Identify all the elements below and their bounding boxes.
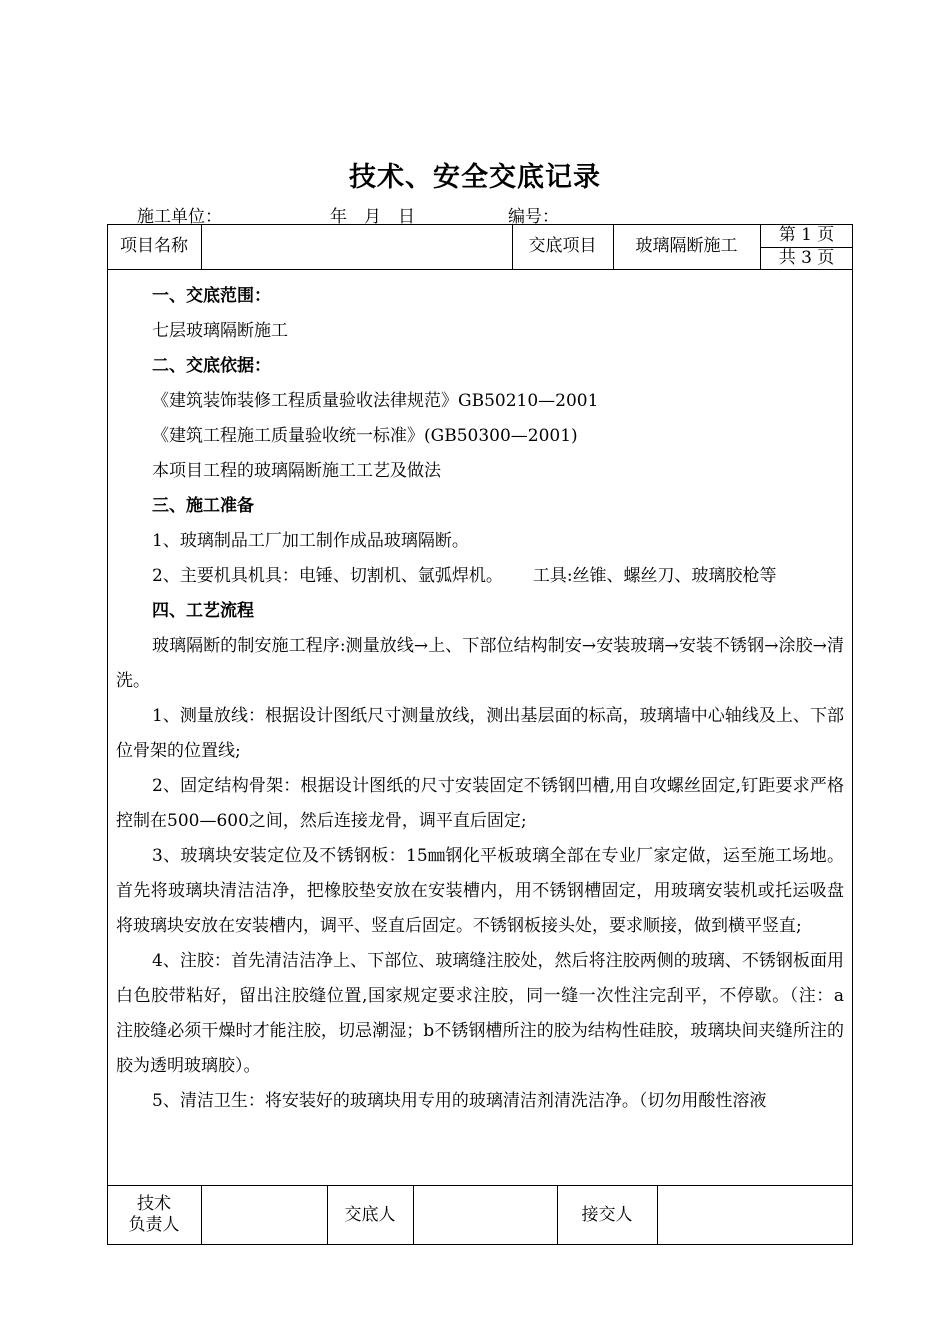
process-paragraph: 玻璃隔断的制安施工程序:测量放线→上、下部位结构制安→安装玻璃→安装不锈钢→涂胶→清洗。	[116, 636, 844, 691]
preparation-item: 1、玻璃制品工厂加工制作成品玻璃隔断。	[152, 531, 469, 551]
machinery-text: 2、主要机具机具：电锤、切割机、氩弧焊机。	[152, 566, 503, 586]
tools-text: 工具:丝锥、螺丝刀、玻璃胶枪等	[532, 566, 777, 586]
project-name-value	[201, 224, 512, 269]
number-label: 编号：	[508, 207, 559, 227]
date-label: 年 月 日	[330, 207, 415, 227]
basis-item: 《建筑装饰装修工程质量验收法律规范》GB50210—2001	[152, 391, 599, 411]
basis-heading: 二、交底依据：	[152, 356, 271, 376]
disclosure-content	[116, 279, 861, 1119]
document-title: 技术、安全交底记录	[349, 162, 601, 193]
footer-col-divider	[201, 1185, 202, 1245]
footer-col-divider	[413, 1185, 414, 1245]
process-paragraph: 1、测量放线：根据设计图纸尺寸测量放线，测出基层面的标高，玻璃墙中心轴线及上、下部位骨架的位置线;	[116, 706, 844, 761]
footer-col-divider	[657, 1185, 658, 1245]
process-paragraph: 4、注胶：首先清洁洁净上、下部位、玻璃缝注胶处，然后将注胶两侧的玻璃、不锈钢板面用白色胶带粘好，留出注胶缝位置,国家规定要求注胶，同一缝一次性注完刮平，不停歇。（注：a 注胶缝必须干燥时才能注胶，切忌潮湿；b不锈钢槽所注的胶为结构性硅胶，玻璃块间夹缝所注的胶为透明玻璃胶）。	[116, 951, 861, 1076]
project-name-label: 项目名称	[120, 236, 188, 256]
tech-lead-label-line2: 负责人	[128, 1215, 180, 1235]
process-paragraph: 2、固定结构骨架：根据设计图纸的尺寸安装固定不锈钢凹槽,用自攻螺丝固定,钉距要求严格控制在500—600之间，然后连接龙骨，调平直后固定;	[116, 776, 844, 831]
header-row-divider	[107, 269, 853, 270]
page-total: 共 3 页	[778, 247, 835, 268]
discloser-label: 交底人	[344, 1204, 396, 1225]
preparation-heading: 三、施工准备	[152, 496, 254, 516]
receiver-label: 接交人	[581, 1204, 633, 1225]
tech-lead-label-line1: 技术	[137, 1194, 171, 1214]
basis-item: 《建筑工程施工质量验收统一标准》(GB50300—2001)	[152, 426, 578, 446]
preparation-item	[116, 559, 844, 594]
page-current: 第 1 页	[778, 225, 835, 245]
process-paragraph: 3、玻璃块安装定位及不锈钢板：15㎜钢化平板玻璃全部在专业厂家定做，运至施工场地。首先将玻璃块清洁洁净，把橡胶垫安放在安装槽内，用不锈钢槽固定，用玻璃安装机或托运吸盘将玻璃块安放在安装槽内，调平、竖直后固定。不锈钢板接头处，要求顺接，做到横平竖直;	[116, 846, 844, 936]
basis-item: 本项目工程的玻璃隔断施工工艺及做法	[152, 461, 441, 481]
tech-lead-label	[107, 1185, 201, 1245]
disclosure-item-label: 交底项目	[528, 236, 597, 256]
scope-text: 七层玻璃隔断施工	[152, 321, 288, 341]
scope-heading: 一、交底范围：	[152, 286, 271, 306]
process-heading: 四、工艺流程	[152, 601, 254, 621]
footer-row-divider	[107, 1185, 853, 1186]
construction-unit-label: 施工单位：	[137, 207, 222, 227]
process-paragraph: 5、清洁卫生：将安装好的玻璃块用专用的玻璃清洁剂清洗洁净。（切勿用酸性溶液	[152, 1091, 767, 1111]
disclosure-item-value: 玻璃隔断施工	[635, 236, 738, 256]
